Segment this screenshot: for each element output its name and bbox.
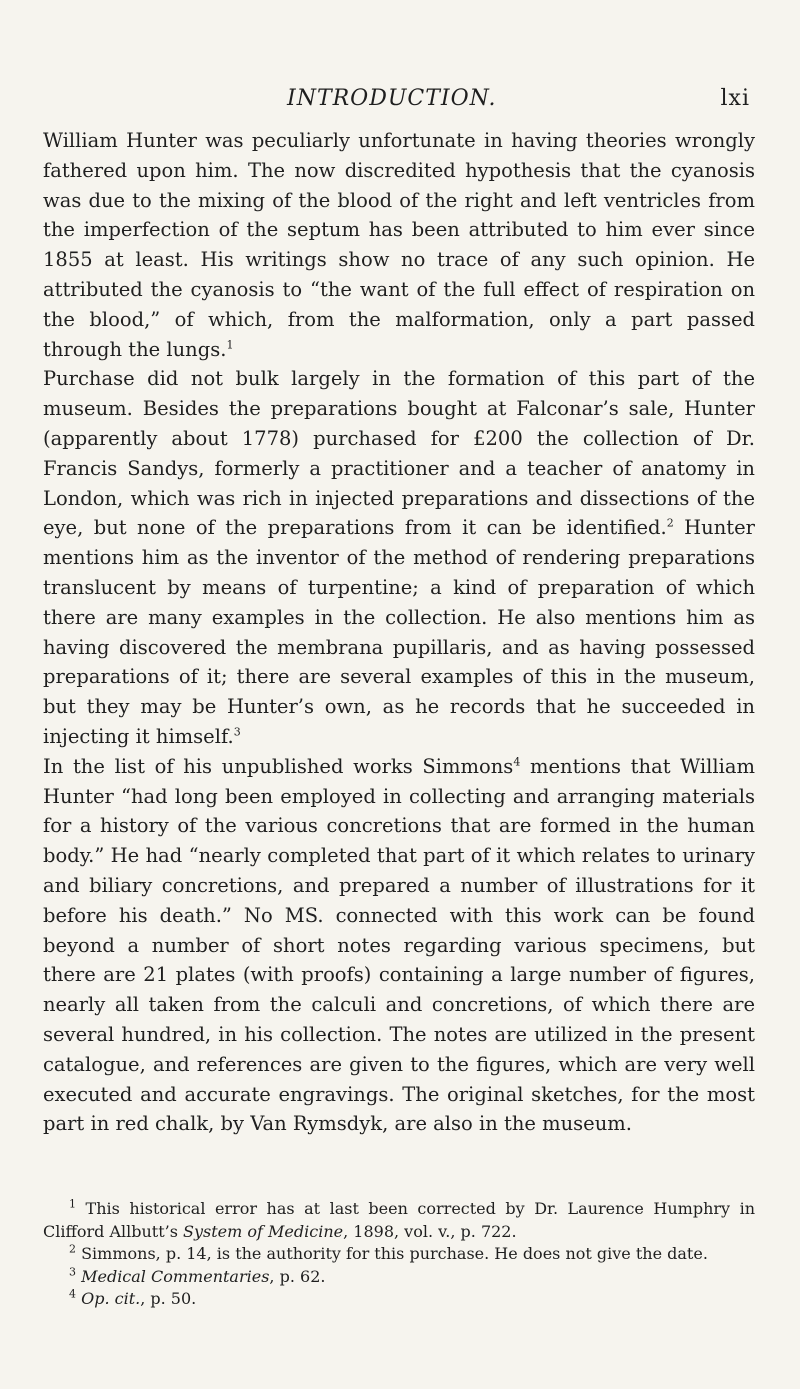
- footnote-marker: 1: [226, 338, 234, 352]
- main-text: [43, 126, 755, 1139]
- footnote: $^4$ Op. cit., p. 50.: [69, 1287, 197, 1308]
- footnote-marker: 4: [513, 755, 521, 769]
- running-header: [287, 86, 750, 111]
- paragraph: In the list of his unpublished works Simmons$^4$ mentions that William Hunter “had long been employed in collecting and arranging materials for a history of the various concretions that are formed in the human body.” He had “nearly completed that part of it which relates to urinary and biliary concretions, and prepared a number of illustrations for it before his death.” No MS. connected with this work can be found beyond a number of short notes regarding various specimens, but there are 21 plates (with proofs) containing a large number of figures, nearly all taken from the calculi and concretions, of which there are several hundred, in his collection. The notes are utilized in the present catalogue, and references are given to the figures, which are very well executed and accurate engravings. The original sketches, for the most part in red chalk, by Van Rymsdyk, are also in the museum.: [43, 754, 755, 1136]
- running-title: INTRODUCTION.: [287, 86, 497, 111]
- paragraph: Purchase did not bulk largely in the formation of this part of the museum. Besides the preparations bought at Falconar’s sale, Hunter (apparently about 1778) purchased for £200 the collection of Dr. Francis Sandys, formerly a practitioner and a teacher of anatomy in London, which was rich in injected preparations and dissections of the eye, but none of the preparations from it can be identified.$^2$ Hunter mentions him as the inventor of the method of rendering preparations translucent by means of turpentine; a kind of preparation of which there are many examples in the collection. He also mentions him as having discovered the membrana pupillaris, and as having possessed preparations of it; there are several examples of this in the museum, but they may be Hunter’s own, as he records that he succeeded in injecting it himself.$^3$: [43, 367, 755, 748]
- footnote-marker: 2: [666, 516, 674, 530]
- paragraph: William Hunter was peculiarly unfortunate in having theories wrongly fathered upon him. The now discredited hypothesis that the cyanosis was due to the mixing of the blood of the right and left ventricles from the imperfection of the septum has been attributed to him ever since 1855 at least. His writings show no trace of any such opinion. He attributed the cyanosis to “the want of the full effect of respiration on the blood,” of which, from the malformation, only a part passed through the lungs.$^1$: [43, 129, 755, 361]
- page-number: lxi: [720, 86, 750, 111]
- footnote: $^2$ Simmons, p. 14, is the authority for this purchase. He does not give the date.: [69, 1242, 708, 1263]
- footnote: $^1$ This historical error has at last been corrected by Dr. Laurence Humphry in Clifford Allbutt’s System of Medicine, 1898, vol. v., p. 722.: [43, 1197, 755, 1241]
- footnote-marker: 3: [233, 725, 241, 739]
- footnotes: [43, 1198, 755, 1311]
- footnote: $^3$ Medical Commentaries, p. 62.: [69, 1265, 326, 1286]
